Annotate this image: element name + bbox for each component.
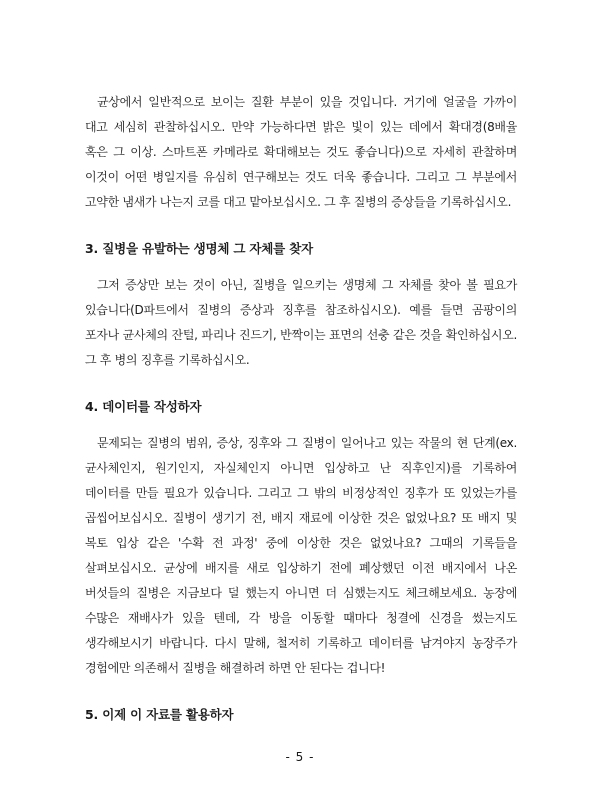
section-3-paragraph: 그저 증상만 보는 것이 아닌, 질병을 일으키는 생명체 그 자체를 찾아 볼 필요가 있습니다(D파트에서 질병의 증상과 징후를 참조하십시오). 예를 들면 곰팡이의 포자나 균사체의 잔털, 파리나 진드기, 반짝이는 표면의 선충 같은 것을 확인하십시오. 그 후 병의 징후를 기록하십시오. bbox=[85, 278, 517, 367]
section-5-heading: 5. 이제 이 자료를 활용하자 bbox=[85, 707, 234, 722]
page-content bbox=[85, 90, 517, 725]
page-number: - 5 - bbox=[285, 750, 315, 764]
section-4-paragraph: 문제되는 질병의 범위, 증상, 징후와 그 질병이 일어나고 있는 작물의 현 단계(ex. 균사체인지, 원기인지, 자실체인지 아니면 입상하고 난 직후인지)를 기록하여 데이터를 만들 필요가 있습니다. 그리고 그 밖의 비정상적인 징후가 또 있었는가를 곱씹어보십시오. 질병이 생기기 전, 배지 재료에 이상한 것은 없었나요? 또 배지 및 복토 입상 같은 '수확 전 과정' 중에 이상한 것은 없었나요? 그때의 기록들을 살펴보십시오. 균상에 배지를 새로 입상하기 전에 폐상했던 이전 배지에서 나온 버섯들의 질병은 지금보다 덜 했는지 아니면 더 심했는지도 체크해보세요. 농장에 수많은 재배사가 있을 텐데, 각 방을 이동할 때마다 청결에 신경을 썼는지도 생각해보시기 바랍니다. 다시 말해, 철저히 기록하고 데이터를 남겨야지 농장주가 경험에만 의존해서 질병을 해결하려 하면 안 된다는 겁니다! bbox=[85, 436, 517, 675]
section-3-heading: 3. 질병을 유발하는 생명체 그 자체를 찾자 bbox=[85, 241, 313, 256]
intro-paragraph: 균상에서 일반적으로 보이는 질환 부분이 있을 것입니다. 거기에 얼굴을 가까이 대고 세심히 관찰하십시오. 만약 가능하다면 밝은 빛이 있는 데에서 확대경(8배율 혹은 그 이상. 스마트폰 카메라로 확대해보는 것도 좋습니다)으로 자세히 관찰하며 이것이 어떤 병일지를 유심히 연구해보는 것도 더욱 좋습니다. 그리고 그 부분에서 고약한 냄새가 나는지 코를 대고 맡아보십시오. 그 후 질병의 증상들을 기록하십시오. bbox=[85, 95, 517, 209]
section-4-heading: 4. 데이터를 작성하자 bbox=[85, 399, 202, 414]
